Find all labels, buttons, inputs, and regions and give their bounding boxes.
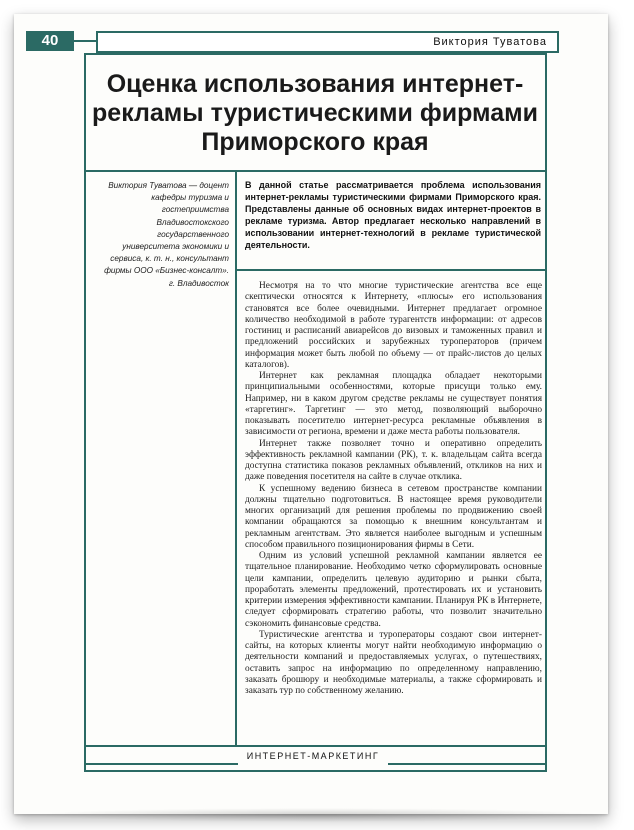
body-paragraph: Интернет также позволяет точно и оперативно определить эффективность рекламной кампании (РК), т. к. владельцам сайта всегда доступна статистика показов рекламных объявлений, откликов на них и даже поведения посетителя на сайте в случае отклика.: [245, 438, 542, 483]
page-shadow: [30, 808, 604, 822]
body-paragraph: Туристические агентства и туроператоры создают свои интернет-сайты, на которых клиенты могут найти необходимую информацию о деятельности компаний и предоставляемых услугах, о путешествиях, оставить запрос на информацию по определенному направлению, заказать брошюру и необходимые материалы, а также сформировать и заказать тур по собственному желанию.: [245, 629, 542, 696]
running-header-author: Виктория Туватова: [96, 31, 559, 53]
body-paragraph: Несмотря на то что многие туристические агентства все еще скептически относятся к Интернету, «плюсы» его использования становятся все более очевидными. Интернет предлагает огромное количество необходимой в работе турагентств информации: от адресов гостиниц и расписаний авиарейсов до визовых и таможенных правил и предложений российских и зарубежных туроператоров (причем информация может быть любой по объему — от прайс-листов до целых каталогов).: [245, 281, 542, 370]
article-body: [245, 281, 542, 697]
header-connector: [74, 40, 96, 42]
author-info: Виктория Туватова — доцент кафедры туризма и гостеприимства Владивостокского государственного университета экономики и сервиса, к. т. н., консультант фирмы ООО «Бизнес-консалт». г. Владивосток: [104, 181, 229, 288]
abstract-divider: [237, 269, 545, 271]
body-paragraph: К успешному ведению бизнеса в сетевом пространстве компании должны тщательно подготовиться. В настоящее время руководители многих организаций для решения проблемы по продвижению своей компании обращаются за помощью к внешним консультантам и рекламным агентствам. Это является наиболее выгодным и успешным способом правильного позиционирования фирмы в Сети.: [245, 483, 542, 550]
footer-line-left: [84, 763, 238, 765]
section-label: ИНТЕРНЕТ-МАРКЕТИНГ: [246, 751, 380, 761]
column-divider: [235, 172, 237, 745]
body-paragraph: Интернет как рекламная площадка обладает некоторыми принципиальными особенностями, которые присущи только ему. Например, ни в каком другом средстве рекламы не существует понятия «таргетинг». Таргетинг — это метод, позволяющий выборочно показывать посетителю интернет-ресурса рекламные объявления в зависимости от региона, времени и даже места работы пользователя.: [245, 371, 542, 438]
body-paragraph: Одним из условий успешной рекламной кампании является ее тщательное планирование. Необходимо четко сформулировать основные цели кампании, определить целевую аудиторию и рынки сбыта, проработать элементы предложений, протестировать их и установить критерии измерения эффективности кампании. Планируя РК в Интернете, следует сформировать стратегию работы, что позволит значительно сэкономить финансовые средства.: [245, 551, 542, 629]
footer-line-right: [388, 763, 547, 765]
article-abstract: В данной статье рассматривается проблема использования интернет-рекламы туристическими фирмами Приморского края. Представлены данные об основных видах интернет-проектов в рекламе туризма. Автор предлагает несколько направлений в использовании интернет-технологий в рекламе туристической деятельности.: [245, 180, 541, 251]
article-title: Оценка использования интернет-рекламы туристическими фирмами Приморского края: [92, 70, 538, 156]
page-number: 40: [26, 31, 74, 51]
footer-rule: [84, 745, 547, 747]
